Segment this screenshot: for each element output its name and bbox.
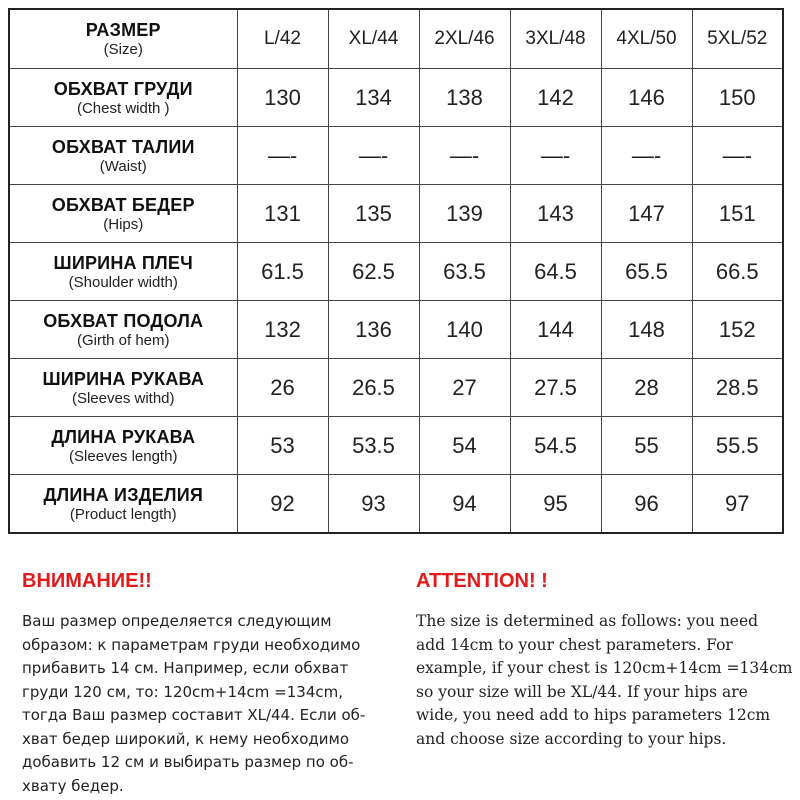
measurement-label-cell	[9, 69, 237, 127]
measurement-cell	[237, 475, 328, 534]
measurement-cell	[328, 69, 419, 127]
measurement-value: 138	[446, 84, 483, 110]
measurement-cell	[510, 243, 601, 301]
measurement-row	[9, 69, 783, 127]
measurement-value: 55.5	[715, 432, 759, 458]
size-label: 2XL/46	[434, 28, 495, 49]
notice-english	[416, 566, 800, 751]
measurement-cell	[328, 417, 419, 475]
measurement-row	[9, 475, 783, 534]
measurement-cell	[692, 359, 783, 417]
measurement-value: 94	[452, 490, 477, 516]
measurement-cell	[601, 69, 692, 127]
measurement-value: —-	[722, 142, 752, 168]
measurement-value: 152	[718, 316, 756, 342]
measurement-value: 146	[628, 84, 665, 110]
measurement-cell	[510, 69, 601, 127]
measurement-cell	[510, 301, 601, 359]
measurement-cell	[601, 127, 692, 185]
measurement-row	[9, 127, 783, 185]
header-row	[9, 9, 783, 69]
measurement-value: 28.5	[715, 374, 759, 400]
measurement-cell	[510, 359, 601, 417]
measurement-value: 130	[264, 84, 301, 110]
size-cell	[237, 9, 328, 69]
measurement-value: 140	[446, 316, 483, 342]
measurement-value: 135	[355, 200, 392, 226]
measurement-cell	[510, 127, 601, 185]
measurement-name-translation: (Girth of hem)	[76, 331, 170, 349]
size-label: 3XL/48	[525, 28, 586, 49]
measurement-cell	[328, 243, 419, 301]
size-label: 4XL/50	[616, 28, 677, 49]
size-cell	[328, 9, 419, 69]
measurement-cell	[601, 185, 692, 243]
measurement-label-cell	[9, 475, 237, 534]
measurement-value: 151	[718, 200, 756, 226]
measurement-cell	[601, 359, 692, 417]
measurement-value: 92	[270, 490, 295, 516]
measurement-value: 53.5	[352, 432, 395, 458]
measurement-value: 27.5	[534, 374, 577, 400]
measurement-value: —-	[540, 142, 571, 168]
measurement-value: 54.5	[534, 432, 577, 458]
measurement-value: 132	[264, 316, 301, 342]
measurement-row	[9, 301, 783, 359]
measurement-cell	[237, 243, 328, 301]
measurement-cell	[237, 127, 328, 185]
measurement-cell	[419, 417, 510, 475]
measurement-cell	[419, 69, 510, 127]
measurement-name-translation: (Sleeves length)	[69, 447, 178, 465]
measurement-value: 66.5	[715, 258, 759, 284]
header-label-cell	[9, 9, 237, 69]
measurement-row	[9, 417, 783, 475]
measurement-label-cell	[9, 301, 237, 359]
measurement-name: ШИРИНА ПЛЕЧ	[53, 252, 193, 273]
measurement-cell	[419, 301, 510, 359]
measurement-cell	[419, 127, 510, 185]
size-chart-table	[8, 8, 784, 534]
measurement-value: 136	[355, 316, 392, 342]
measurement-label-cell	[9, 243, 237, 301]
measurement-value: —-	[631, 142, 662, 168]
size-heading: РАЗМЕР	[85, 20, 161, 40]
measurement-value: 134	[355, 84, 392, 110]
measurement-value: 54	[452, 432, 477, 458]
measurement-value: 143	[537, 200, 574, 226]
measurement-name-translation: (Sleeves withd)	[71, 389, 175, 407]
measurement-cell	[419, 243, 510, 301]
measurement-name-translation: (Shoulder width)	[68, 273, 178, 291]
measurement-value: 139	[446, 200, 483, 226]
measurement-name-translation: (Waist)	[99, 157, 147, 175]
notice-russian-title: ВНИМАНИЕ!!	[22, 570, 152, 592]
measurement-label-cell	[9, 185, 237, 243]
measurement-name: ОБХВАТ ТАЛИИ	[51, 136, 195, 157]
measurement-value: 55	[634, 432, 659, 458]
measurement-cell	[692, 417, 783, 475]
size-label: 5XL/52	[707, 28, 768, 49]
measurement-row	[9, 359, 783, 417]
measurement-cell	[601, 417, 692, 475]
size-cell	[692, 9, 783, 69]
size-heading-translation: (Size)	[103, 41, 143, 58]
measurement-value: 62.5	[352, 258, 395, 284]
measurement-cell	[328, 359, 419, 417]
measurement-cell	[510, 417, 601, 475]
measurement-name-translation: (Chest width )	[76, 99, 170, 117]
measurement-value: 26.5	[352, 374, 395, 400]
measurement-cell	[692, 243, 783, 301]
size-label: L/42	[264, 28, 301, 49]
measurement-cell	[510, 475, 601, 534]
measurement-cell	[419, 185, 510, 243]
measurement-value: 28	[634, 374, 659, 400]
measurement-value: 26	[270, 374, 295, 400]
measurement-value: 93	[361, 490, 386, 516]
measurement-row	[9, 185, 783, 243]
measurement-name: ОБХВАТ ГРУДИ	[53, 78, 193, 99]
measurement-cell	[601, 243, 692, 301]
measurement-value: 148	[628, 316, 665, 342]
measurement-name: ОБХВАТ БЕДЕР	[51, 194, 195, 215]
measurement-cell	[237, 301, 328, 359]
measurement-cell	[601, 475, 692, 534]
measurement-value: 131	[264, 200, 301, 226]
measurement-cell	[237, 185, 328, 243]
measurement-name: ДЛИНА ИЗДЕЛИЯ	[43, 484, 204, 505]
measurement-cell	[328, 301, 419, 359]
size-cell	[601, 9, 692, 69]
measurement-value: 61.5	[261, 258, 304, 284]
measurement-value: 97	[725, 490, 750, 516]
measurement-value: 147	[628, 200, 665, 226]
measurement-value: 150	[718, 84, 756, 110]
measurement-value: 95	[543, 490, 568, 516]
measurement-cell	[692, 301, 783, 359]
measurement-cell	[692, 185, 783, 243]
measurement-value: —-	[267, 142, 298, 168]
measurement-value: 142	[537, 84, 574, 110]
measurement-cell	[601, 301, 692, 359]
measurement-label-cell	[9, 359, 237, 417]
measurement-name-translation: (Product length)	[69, 505, 177, 523]
size-chart-body	[9, 9, 783, 533]
measurement-value: 63.5	[443, 258, 486, 284]
measurement-value: 64.5	[534, 258, 577, 284]
notice-russian	[22, 566, 407, 798]
size-label: XL/44	[348, 28, 399, 49]
measurement-name: ШИРИНА РУКАВА	[42, 368, 205, 389]
measurement-cell	[692, 69, 783, 127]
notice-russian-text: Ваш размер определяется следующим образом: к параметрам груди необходимо прибавить 14 см. Например, если обхват груди 120 см, то: 120cm+14cm =134cm, тогда Ваш размер составит XL/44. Если об- хват бедер широкий, к нему необходимо добавить 12 см и выбирать размер по об- хвату бедер.	[22, 612, 366, 795]
measurement-value: —-	[449, 142, 480, 168]
measurement-cell	[237, 359, 328, 417]
size-cell	[419, 9, 510, 69]
measurement-cell	[328, 475, 419, 534]
measurement-cell	[419, 359, 510, 417]
measurement-cell	[510, 185, 601, 243]
measurement-name: ОБХВАТ ПОДОЛА	[43, 310, 204, 331]
measurement-cell	[419, 475, 510, 534]
measurement-name: ДЛИНА РУКАВА	[51, 426, 196, 447]
measurement-label-cell	[9, 417, 237, 475]
measurement-value: 96	[634, 490, 659, 516]
measurement-value: 53	[270, 432, 295, 458]
notice-english-title: ATTENTION! !	[416, 570, 548, 592]
measurement-name-translation: (Hips)	[103, 215, 144, 233]
notice-english-text: The size is determined as follows: you need add 14cm to your chest parameters. For example, if your chest is 120cm+14cm =134cm so your size will be XL/44. If your hips are wide, you need add to hips parameters 12cm and choose size according to your hips.	[416, 612, 793, 748]
measurement-cell	[237, 69, 328, 127]
measurement-row	[9, 243, 783, 301]
measurement-value: 144	[537, 316, 574, 342]
measurement-cell	[328, 127, 419, 185]
measurement-cell	[692, 475, 783, 534]
measurement-cell	[692, 127, 783, 185]
measurement-cell	[237, 417, 328, 475]
measurement-value: 27	[452, 374, 477, 400]
measurement-cell	[328, 185, 419, 243]
size-cell	[510, 9, 601, 69]
measurement-label-cell	[9, 127, 237, 185]
measurement-value: —-	[358, 142, 389, 168]
measurement-value: 65.5	[625, 258, 668, 284]
